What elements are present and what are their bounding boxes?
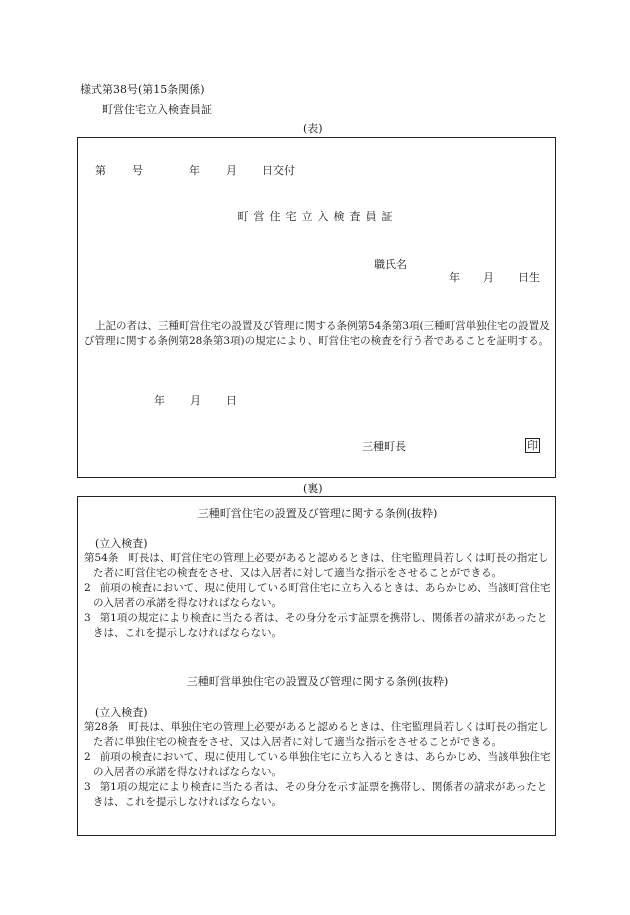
front-card: [77, 137, 556, 478]
card-title-char: 員: [365, 210, 382, 223]
section-1-para3-number: 3: [84, 612, 91, 624]
card-title-char: 町: [237, 210, 254, 223]
section-1-article-number: 第54条: [84, 552, 119, 564]
section-2-para3-number: 3: [84, 781, 91, 793]
seal-text: 印: [527, 439, 538, 452]
date-day-label: 日: [226, 394, 237, 407]
section-1-para3-text: 第1項の規定により検査に当たる者は、その身分を示す証票を携帯し、関係者の請求があったときは、これを提示しなければならない。: [93, 612, 548, 639]
section-1-article-text: 町長は、町営住宅の管理上必要があると認めるときは、住宅監理員若しくは町長の指定した者に町営住宅の検査をさせ、又は入居者に対して適当な指示をさせることができる。: [93, 552, 549, 579]
back-card: [77, 496, 556, 836]
card-title-char: 宅: [285, 210, 302, 223]
section-2-article: [84, 720, 552, 810]
form-number: 様式第38号(第15条関係): [80, 83, 205, 96]
date-year-label: 年: [154, 394, 165, 407]
section-2-para2-text: 前項の検査において、現に使用している単独住宅に立ち入るときは、あらかじめ、当該単独住宅の入居者の承諾を得なければならない。: [93, 751, 551, 778]
section-2-article-text: 町長は、単独住宅の管理上必要があると認めるときは、住宅監理員若しくは町長の指定した者に単独住宅の検査をさせ、又は入居者に対して適当な指示をさせることができる。: [93, 721, 549, 748]
form-title: 町営住宅立入検査員証: [102, 103, 212, 116]
birth-year-label: 年: [449, 271, 460, 284]
number-label-prefix: 第: [95, 164, 106, 177]
card-title-char: 営: [253, 210, 270, 223]
certification-text: 上記の者は、三種町営住宅の設置及び管理に関する条例第54条第3項(三種町営単独住宅の設置及び管理に関する条例第28条第3項)の規定により、町営住宅の検査を行う者であることを証明する。: [84, 320, 550, 347]
issue-month-label: 月: [226, 164, 237, 177]
back-label: (裏): [303, 482, 323, 495]
front-label: (表): [303, 122, 323, 135]
issue-year-label: 年: [189, 164, 200, 177]
section-1-title: 三種町営住宅の設置及び管理に関する条例(抜粋): [197, 507, 438, 520]
section-1-para2-number: 2: [84, 582, 91, 594]
section-1-caption: (立入検査): [95, 537, 148, 550]
issuer: 三種町長: [362, 440, 406, 453]
date-month-label: 月: [190, 394, 201, 407]
section-1-article: [84, 551, 552, 641]
card-title-char: 住: [269, 210, 286, 223]
birth-day-label: 日生: [518, 271, 540, 284]
section-1-para2-text: 前項の検査において、現に使用している町営住宅に立ち入るときは、あらかじめ、当該町営住宅の入居者の承諾を得なければならない。: [93, 582, 551, 609]
card-title-char: 検: [333, 210, 350, 223]
seal-mark: [525, 438, 540, 453]
section-2-para2-number: 2: [84, 751, 91, 763]
name-label: 職氏名: [374, 258, 407, 271]
number-label-suffix: 号: [132, 164, 143, 177]
card-title-char: 証: [381, 210, 398, 223]
section-2-caption: (立入検査): [95, 706, 148, 719]
card-title-char: 査: [349, 210, 366, 223]
section-2-article-number: 第28条: [84, 721, 119, 733]
section-2-para3-text: 第1項の規定により検査に当たる者は、その身分を示す証票を携帯し、関係者の請求があったときは、これを提示しなければならない。: [93, 781, 548, 808]
section-2-title: 三種町営単独住宅の設置及び管理に関する条例(抜粋): [186, 675, 449, 688]
card-title-char: 立: [301, 210, 318, 223]
issue-day-label: 日交付: [262, 164, 295, 177]
card-title-char: 入: [317, 210, 334, 223]
birth-month-label: 月: [483, 271, 494, 284]
card-title: [78, 210, 557, 224]
